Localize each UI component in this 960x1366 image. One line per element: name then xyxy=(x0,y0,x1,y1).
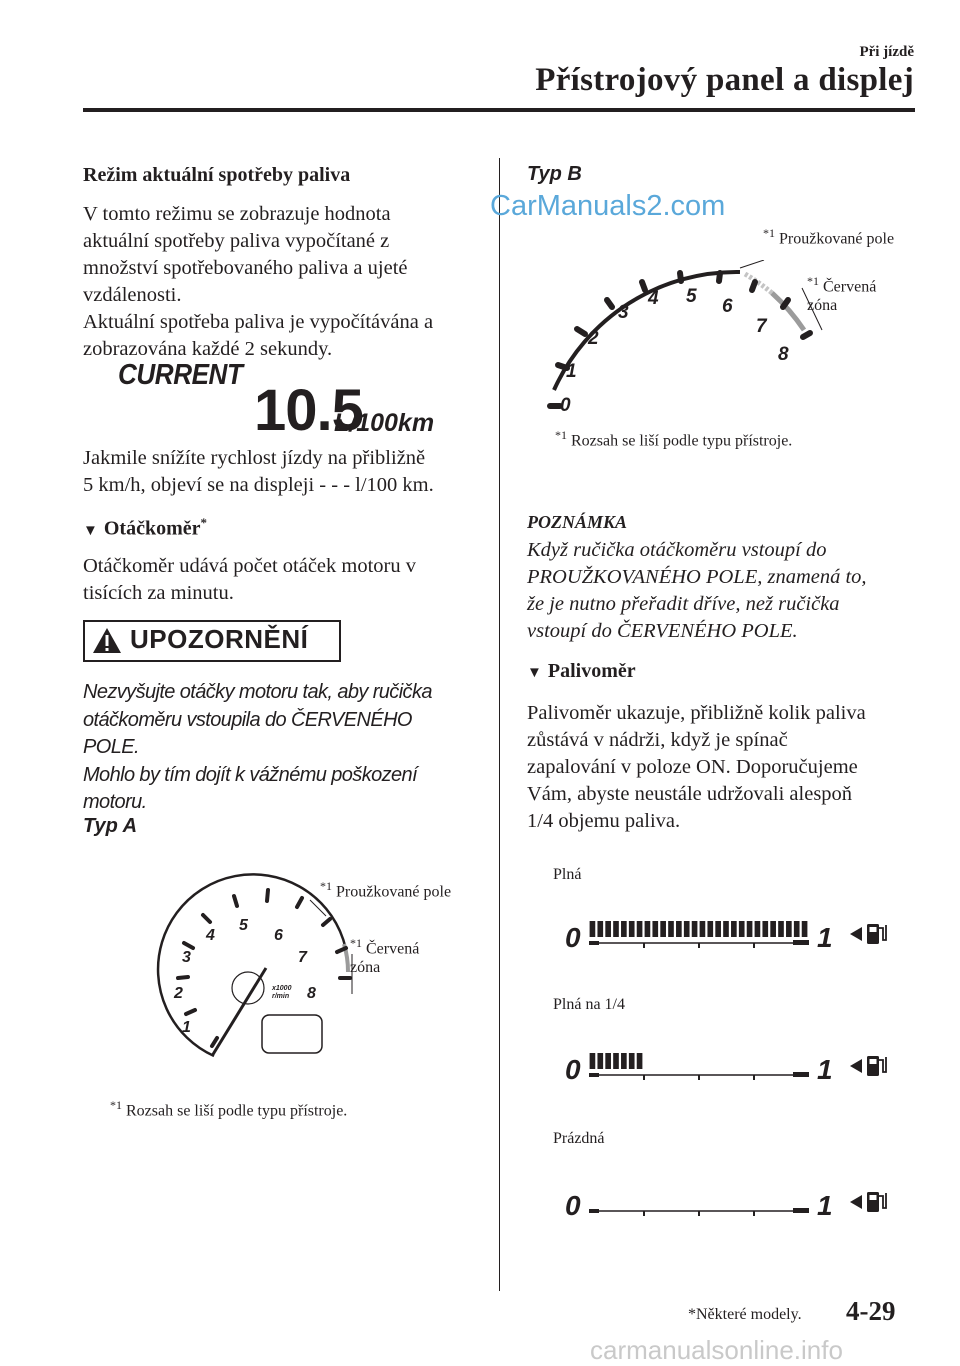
gauge-b-red-label: $^{*1}$ Červená zóna xyxy=(807,274,877,315)
gauge-a-red-label: $^{*1}$ Červená zóna xyxy=(350,936,420,977)
fuel-max-label: 1 xyxy=(817,1054,833,1085)
fuel-level-segment xyxy=(802,921,808,937)
svg-text:6: 6 xyxy=(274,927,283,944)
fuel-level-segment xyxy=(684,921,690,937)
fuel-level-segment xyxy=(778,921,784,937)
fuel-gauge-label: Plná xyxy=(553,866,582,883)
fuel-gauge-label: Prázdná xyxy=(553,1130,605,1147)
page-number: 4-29 xyxy=(846,1296,896,1326)
fuel-level-segment xyxy=(723,921,729,937)
fuel-min-label: 0 xyxy=(565,1190,581,1221)
fuel-door-arrow-icon xyxy=(850,1059,862,1073)
fuel-level-segment xyxy=(652,921,658,937)
fuel-text: Palivoměr ukazuje, přibližně kolik paliva zůstává v nádrži, když je spínač zapalování v poloze ON. Doporučujeme Vám, abyste neustále udržovali alespoň 1/4 objemu paliva. xyxy=(527,702,866,832)
fuel-level-segment xyxy=(590,1053,596,1069)
fuel-gauge-empty xyxy=(565,1183,910,1223)
gauge-a-unit-top: x1000 xyxy=(272,985,292,992)
watermark-bottom: carmanualsonline.info xyxy=(590,1335,843,1365)
fuel-level-segment xyxy=(637,1053,643,1069)
fuel-max-label: 1 xyxy=(817,1190,833,1221)
fuel-right-cap xyxy=(793,940,809,945)
svg-text:1: 1 xyxy=(566,361,577,382)
triangle-down-icon: ▼ xyxy=(83,522,98,539)
fuel-min-label: 0 xyxy=(565,1054,581,1085)
fuel-level-segment xyxy=(590,921,596,937)
gauge-b-footnote: $^{*1}$ Rozsah se liší podle typu přístroje. xyxy=(555,428,793,450)
gauge-a-footnote: $^{*1}$ Rozsah se liší podle typu přístroje. xyxy=(110,1098,348,1120)
fuel-level-segment xyxy=(731,921,737,937)
fuel-level-segment xyxy=(605,921,611,937)
display-mode-label: CURRENT xyxy=(118,359,243,391)
fuel-pump-icon xyxy=(867,924,886,944)
fuel-left-cap xyxy=(589,1073,599,1077)
gauge-b-striped-leader xyxy=(740,260,764,268)
tachometer-type-b xyxy=(540,260,840,420)
section-label: Při jízdě xyxy=(859,44,914,60)
svg-text:2: 2 xyxy=(174,985,183,1002)
gauge-a-needle xyxy=(212,968,266,1056)
fuel-left-cap xyxy=(589,1209,599,1213)
tacho-text: Otáčkoměr udává počet otáček motoru v tisících za minutu. xyxy=(83,555,416,604)
fuel-level-segment xyxy=(707,921,713,937)
warning-text: Nezvyšujte otáčky motoru tak, aby ručička otáčkoměru vstoupila do ČERVENÉHO POLE. Mohlo by tím dojít k vážnému poškození motoru. xyxy=(83,681,432,813)
display-unit: L/100km xyxy=(334,409,435,437)
fuel-pump-icon xyxy=(867,1056,886,1076)
note-text: Když ručička otáčkoměru vstoupí do PROUŽKOVANÉHO POLE, znamená to, že je nutno přeřadit dříve, než ručička vstoupí do ČERVENÉHO POLE. xyxy=(527,539,867,642)
tacho-heading: ▼ Otáčkoměr* xyxy=(83,515,207,540)
fuel-right-cap xyxy=(793,1208,809,1213)
fuel-level-segment xyxy=(668,921,674,937)
fuel-gauge-full xyxy=(565,915,910,955)
gauge-a-ticks xyxy=(178,890,350,1046)
fuel-heading: ▼ Palivoměr xyxy=(527,660,636,682)
watermark-top: CarManuals2.com xyxy=(490,190,726,222)
fuel-level-segment xyxy=(621,921,627,937)
fuel-level-segment xyxy=(676,921,682,937)
fuel-min-label: 0 xyxy=(565,922,581,953)
fuel-door-arrow-icon xyxy=(850,927,862,941)
gauge-b-striped-label: $^{*1}$ Proužkované pole xyxy=(763,226,895,248)
fuel-level-segment xyxy=(597,1053,603,1069)
svg-text:8: 8 xyxy=(307,985,316,1002)
column-divider xyxy=(499,158,500,1291)
fuel-level-segment xyxy=(762,921,768,937)
slowdown-text: Jakmile snížíte rychlost jízdy na přibližně 5 km/h, objeví se na displeji - - - l/100 km. xyxy=(83,447,434,496)
fuel-level-segment xyxy=(613,1053,619,1069)
footer-note: *Některé modely. xyxy=(688,1306,802,1323)
fuel-pump-icon xyxy=(867,1192,886,1212)
fuel-level-segment xyxy=(621,1053,627,1069)
warning-label: UPOZORNĚNÍ xyxy=(130,624,309,654)
fuel-level-segment xyxy=(629,1053,635,1069)
page-title: Přístrojový panel a displej xyxy=(535,62,914,98)
fuel-level-segment xyxy=(660,921,666,937)
fuel-level-segment xyxy=(637,921,643,937)
svg-text:5: 5 xyxy=(239,917,248,934)
current-mode-text: V tomto režimu se zobrazuje hodnota aktuální spotřeby paliva vypočítané z množství spotřebovaného paliva a ujeté vzdálenosti. Aktuální spotřeba paliva je vypočítávána a zobrazována každé 2 sekundy. xyxy=(83,203,434,360)
note-heading: POZNÁMKA xyxy=(527,512,628,532)
fuel-level-segment xyxy=(770,921,776,937)
svg-text:7: 7 xyxy=(756,316,767,337)
fuel-level-segment xyxy=(747,921,753,937)
fuel-level-segment xyxy=(613,921,619,937)
svg-text:6: 6 xyxy=(722,296,733,317)
gauge-a-unit-bottom: r/min xyxy=(272,993,290,1000)
fuel-level-segment xyxy=(755,921,761,937)
fuel-door-arrow-icon xyxy=(850,1195,862,1209)
gauge-a-striped-label: $^{*1}$ Proužkované pole xyxy=(320,879,452,901)
fuel-level-segment xyxy=(786,921,792,937)
display-value: 10.5 xyxy=(254,378,363,443)
fuel-max-label: 1 xyxy=(817,922,833,953)
svg-text:4: 4 xyxy=(648,288,659,309)
svg-text:4: 4 xyxy=(206,927,215,944)
triangle-down-icon: ▼ xyxy=(527,665,542,681)
warning-triangle-icon xyxy=(92,627,122,654)
svg-text:5: 5 xyxy=(686,286,697,307)
fuel-level-segment xyxy=(715,921,721,937)
gauge-a-numbers xyxy=(173,917,316,1036)
svg-text:2: 2 xyxy=(588,328,599,349)
header-rule xyxy=(83,108,915,112)
svg-text:3: 3 xyxy=(182,949,191,966)
current-mode-heading: Režim aktuální spotřeby paliva xyxy=(83,164,351,186)
gauge-b-numbers xyxy=(560,286,789,416)
fuel-level-segment xyxy=(739,921,745,937)
type-a-label: Typ A xyxy=(83,815,138,837)
fuel-gauge-quarter xyxy=(565,1047,910,1087)
fuel-right-cap xyxy=(793,1072,809,1077)
svg-text:0: 0 xyxy=(560,395,571,416)
svg-text:8: 8 xyxy=(778,344,789,365)
fuel-level-segment xyxy=(692,921,698,937)
svg-text:3: 3 xyxy=(618,302,629,323)
fuel-gauge-label: Plná na 1/4 xyxy=(553,996,625,1013)
gauge-a-display xyxy=(262,1015,322,1053)
fuel-level-segment xyxy=(597,921,603,937)
fuel-level-segment xyxy=(605,1053,611,1069)
svg-text:1: 1 xyxy=(182,1019,191,1036)
fuel-level-segment xyxy=(794,921,800,937)
fuel-level-segment xyxy=(629,921,635,937)
striped-leader xyxy=(310,900,326,916)
fuel-left-cap xyxy=(589,941,599,945)
svg-text:7: 7 xyxy=(298,949,307,966)
fuel-level-segment xyxy=(645,921,651,937)
type-b-label: Typ B xyxy=(527,163,582,185)
fuel-level-segment xyxy=(700,921,706,937)
